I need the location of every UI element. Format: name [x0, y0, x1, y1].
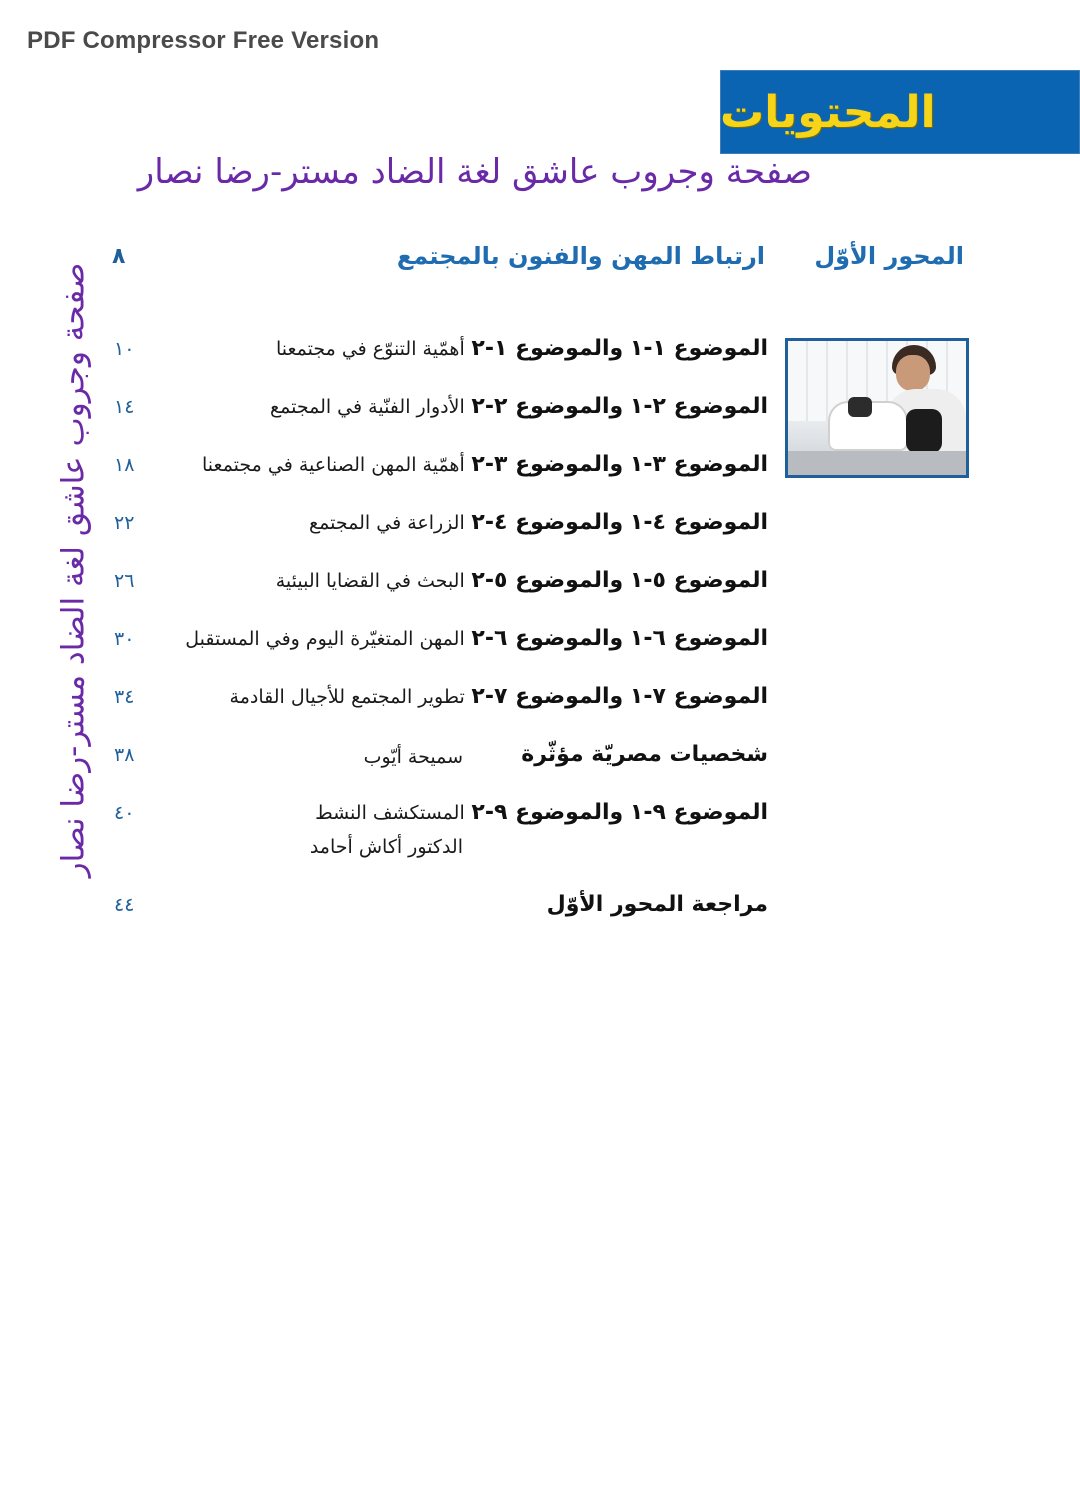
topic-lead: الموضوع ٥-١ — [629, 568, 768, 593]
toc-entry[interactable] — [100, 680, 768, 738]
toc-entry-text — [270, 394, 768, 419]
photo-figure-face — [896, 355, 930, 391]
topic-title: المستكشف النشط — [315, 802, 465, 824]
toc-entry-text — [185, 626, 768, 651]
topic-joiner: والموضوع ١-٢ — [471, 336, 624, 361]
toc-entry[interactable] — [100, 622, 768, 680]
topic-joiner: والموضوع ٣-٢ — [471, 452, 624, 477]
photo-robot-head — [848, 397, 872, 417]
table-of-contents — [100, 332, 768, 946]
page-number: ٤٠ — [114, 802, 135, 824]
toc-entry[interactable] — [100, 796, 768, 888]
topic-lead: الموضوع ٧-١ — [629, 684, 768, 709]
topic-joiner: والموضوع ٥-٢ — [471, 568, 624, 593]
toc-entry-text — [230, 684, 768, 709]
side-credit — [48, 225, 98, 915]
toc-entry-text — [315, 800, 768, 825]
topic-joiner: والموضوع ٩-٢ — [471, 800, 624, 825]
topic-title: البحث في القضايا البيئية — [275, 570, 465, 592]
topic-title: أهمّية المهن الصناعية في مجتمعنا — [202, 454, 465, 476]
axis-label: المحور الأوّل — [814, 242, 964, 270]
figure-name: سميحة أيّوب — [363, 746, 463, 768]
topic-title: تطوير المجتمع للأجيال القادمة — [229, 686, 465, 708]
topic-lead: الموضوع ٩-١ — [629, 800, 768, 825]
topic-lead: الموضوع ٢-١ — [629, 394, 768, 419]
toc-entry-text — [547, 892, 768, 917]
topic-lead: الموضوع ٤-١ — [629, 510, 768, 535]
page-number: ٢٢ — [114, 512, 135, 534]
toc-entry[interactable] — [100, 506, 768, 564]
page-group-credit: صفحة وجروب عاشق لغة الضاد مستر-رضا نصار — [137, 152, 812, 192]
topic-joiner: والموضوع ٤-٢ — [471, 510, 624, 535]
toc-entry[interactable] — [100, 448, 768, 506]
page-number: ٣٠ — [114, 628, 135, 650]
axis-heading-row — [100, 242, 970, 282]
toc-entry-text — [309, 510, 768, 535]
toc-entry[interactable] — [100, 564, 768, 622]
toc-entry-text — [202, 452, 768, 477]
page-number: ١٠ — [114, 338, 135, 360]
page-number: ٣٨ — [114, 744, 135, 766]
page-number: ٢٦ — [114, 570, 135, 592]
toc-entry[interactable] — [100, 390, 768, 448]
side-credit-text: صفحة وجروب عاشق لغة الضاد مستر-رضا نصار — [55, 262, 92, 878]
toc-entry[interactable] — [100, 332, 768, 390]
watermark-text: PDF Compressor Free Version — [27, 27, 380, 54]
photo-table — [788, 451, 966, 475]
topic-subtitle: الدكتور أكاش أحامد — [309, 836, 463, 858]
topic-title: الأدوار الفنّية في المجتمع — [270, 396, 465, 418]
topic-title: الزراعة في المجتمع — [309, 512, 465, 534]
topic-joiner: والموضوع ٧-٢ — [471, 684, 624, 709]
toc-entry-text — [276, 336, 768, 361]
page-number: ٣٤ — [114, 686, 135, 708]
topic-title: المهن المتغيّرة اليوم وفي المستقبل — [185, 628, 465, 650]
topic-title: أهمّية التنوّع في مجتمعنا — [275, 338, 465, 360]
figures-heading: شخصيات مصريّة مؤثّرة — [521, 742, 768, 767]
page-number: ١٨ — [114, 454, 135, 476]
topic-lead: الموضوع ٣-١ — [629, 452, 768, 477]
toc-entry-text — [276, 568, 768, 593]
axis-photo — [785, 338, 969, 478]
toc-entry-text — [521, 742, 768, 767]
page-number: ٤٤ — [114, 894, 135, 916]
toc-entry-review[interactable] — [100, 888, 768, 946]
contents-title: المحتويات — [720, 86, 936, 138]
topic-joiner: والموضوع ٢-٢ — [471, 394, 624, 419]
topic-joiner: والموضوع ٦-٢ — [471, 626, 624, 651]
topic-lead: الموضوع ٦-١ — [629, 626, 768, 651]
photo-glove — [906, 409, 942, 453]
page-number: ١٤ — [114, 396, 135, 418]
toc-entry-figures[interactable] — [100, 738, 768, 796]
review-title: مراجعة المحور الأوّل — [546, 892, 768, 917]
axis-page-number: ٨ — [112, 244, 126, 269]
axis-title: ارتباط المهن والفنون بالمجتمع — [396, 242, 765, 270]
contents-title-band — [720, 70, 1080, 154]
topic-lead: الموضوع ١-١ — [629, 336, 768, 361]
